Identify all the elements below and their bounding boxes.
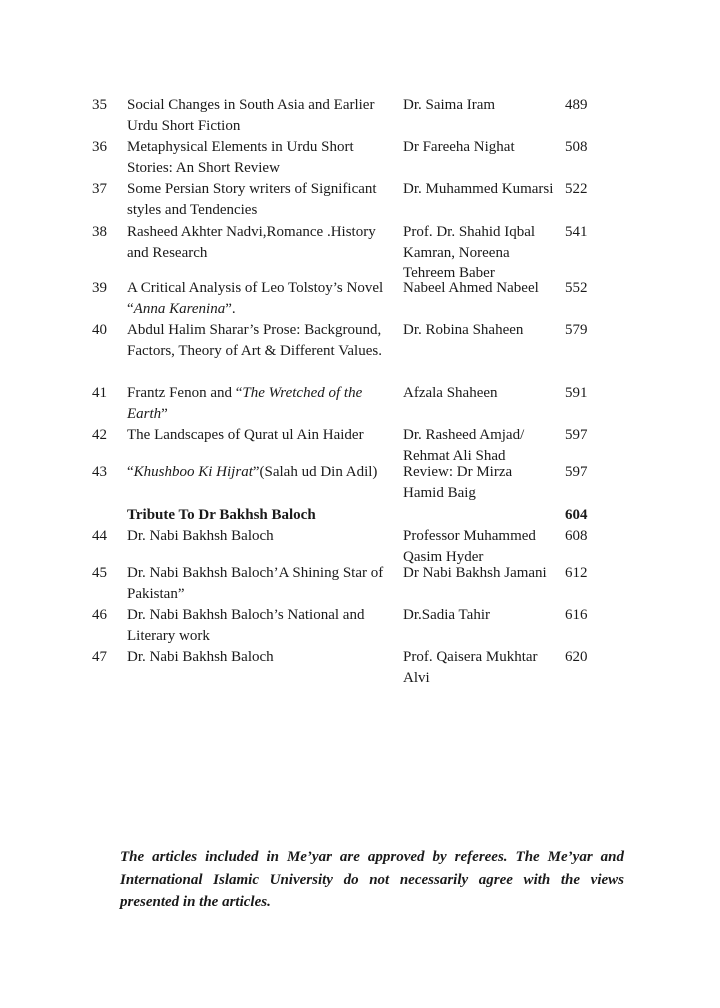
entry-title: Dr. Nabi Bakhsh Baloch’s National and Literary work bbox=[127, 607, 365, 644]
entry-title: Dr. Nabi Bakhsh Baloch bbox=[127, 649, 274, 665]
entry-number: 38 bbox=[92, 224, 107, 240]
entry-page: 579 bbox=[565, 322, 588, 338]
entry-page: 552 bbox=[565, 280, 588, 296]
entry-number: 46 bbox=[92, 607, 107, 623]
entry-title: Metaphysical Elements in Urdu Short Stories: An Short Review bbox=[127, 139, 354, 176]
entry-page: 508 bbox=[565, 139, 588, 155]
entry-number: 42 bbox=[92, 427, 107, 443]
entry-author: Afzala Shaheen bbox=[403, 385, 498, 401]
entry-number: 45 bbox=[92, 565, 107, 581]
entry-title: Rasheed Akhter Nadvi,Romance .History and Research bbox=[127, 224, 376, 261]
entry-page: 541 bbox=[565, 224, 588, 240]
entry-title: Some Persian Story writers of Significant styles and Tendencies bbox=[127, 181, 377, 218]
entry-page: 597 bbox=[565, 464, 588, 480]
entry-author: Prof. Qaisera Mukhtar Alvi bbox=[403, 649, 538, 686]
entry-author: Dr. Muhammed Kumarsi bbox=[403, 181, 554, 197]
entry-title: Dr. Nabi Bakhsh Baloch’A Shining Star of Pakistan” bbox=[127, 565, 384, 602]
entry-title: A Critical Analysis of Leo Tolstoy’s Novel “Anna Karenina”. bbox=[127, 280, 384, 317]
entry-page: 612 bbox=[565, 565, 588, 581]
disclaimer-note: The articles included in Me’yar are approved by referees. The Me’yar and International Islamic University do not necessarily agree with the views presented in the articles. bbox=[120, 849, 624, 910]
entry-number: 41 bbox=[92, 385, 107, 401]
entry-author: Dr. Saima Iram bbox=[403, 97, 496, 113]
entry-number: 35 bbox=[92, 97, 107, 113]
entry-number: 44 bbox=[92, 528, 107, 544]
entry-number: 37 bbox=[92, 181, 107, 197]
entry-title: The Landscapes of Qurat ul Ain Haider bbox=[127, 427, 364, 443]
entry-author: Dr.Sadia Tahir bbox=[403, 607, 490, 623]
entry-title: Abdul Halim Sharar’s Prose: Background, Factors, Theory of Art & Different Values. bbox=[127, 322, 382, 359]
entry-title: Frantz Fenon and “The Wretched of the Earth” bbox=[127, 385, 363, 422]
entry-page: 616 bbox=[565, 607, 588, 623]
entry-author: Dr Fareeha Nighat bbox=[403, 139, 515, 155]
entry-number: 43 bbox=[92, 464, 107, 480]
entry-page: 489 bbox=[565, 97, 588, 113]
entry-author: Review: Dr Mirza Hamid Baig bbox=[403, 464, 513, 501]
entry-number: 36 bbox=[92, 139, 107, 155]
entry-page: 522 bbox=[565, 181, 588, 197]
entry-title: Social Changes in South Asia and Earlier Urdu Short Fiction bbox=[127, 97, 375, 134]
entry-page: 597 bbox=[565, 427, 588, 443]
entry-author: Dr Nabi Bakhsh Jamani bbox=[403, 565, 547, 581]
entry-author: Dr. Robina Shaheen bbox=[403, 322, 524, 338]
entry-title: “Khushboo Ki Hijrat”(Salah ud Din Adil) bbox=[127, 464, 378, 480]
entry-number: 47 bbox=[92, 649, 107, 665]
entry-number: 39 bbox=[92, 280, 107, 296]
entry-page: 620 bbox=[565, 649, 588, 665]
entry-page: 604 bbox=[565, 507, 588, 523]
entry-author: Professor Muhammed Qasim Hyder bbox=[403, 528, 536, 565]
entry-author: Nabeel Ahmed Nabeel bbox=[403, 280, 539, 296]
entry-author: Prof. Dr. Shahid Iqbal Kamran, Noreena Tehreem Baber bbox=[403, 224, 536, 281]
entry-title: Dr. Nabi Bakhsh Baloch bbox=[127, 528, 274, 544]
entry-author: Dr. Rasheed Amjad/ Rehmat Ali Shad bbox=[403, 427, 525, 464]
entry-page: 591 bbox=[565, 385, 588, 401]
entry-title: Tribute To Dr Bakhsh Baloch bbox=[127, 507, 316, 523]
entry-page: 608 bbox=[565, 528, 588, 544]
entry-number: 40 bbox=[92, 322, 107, 338]
